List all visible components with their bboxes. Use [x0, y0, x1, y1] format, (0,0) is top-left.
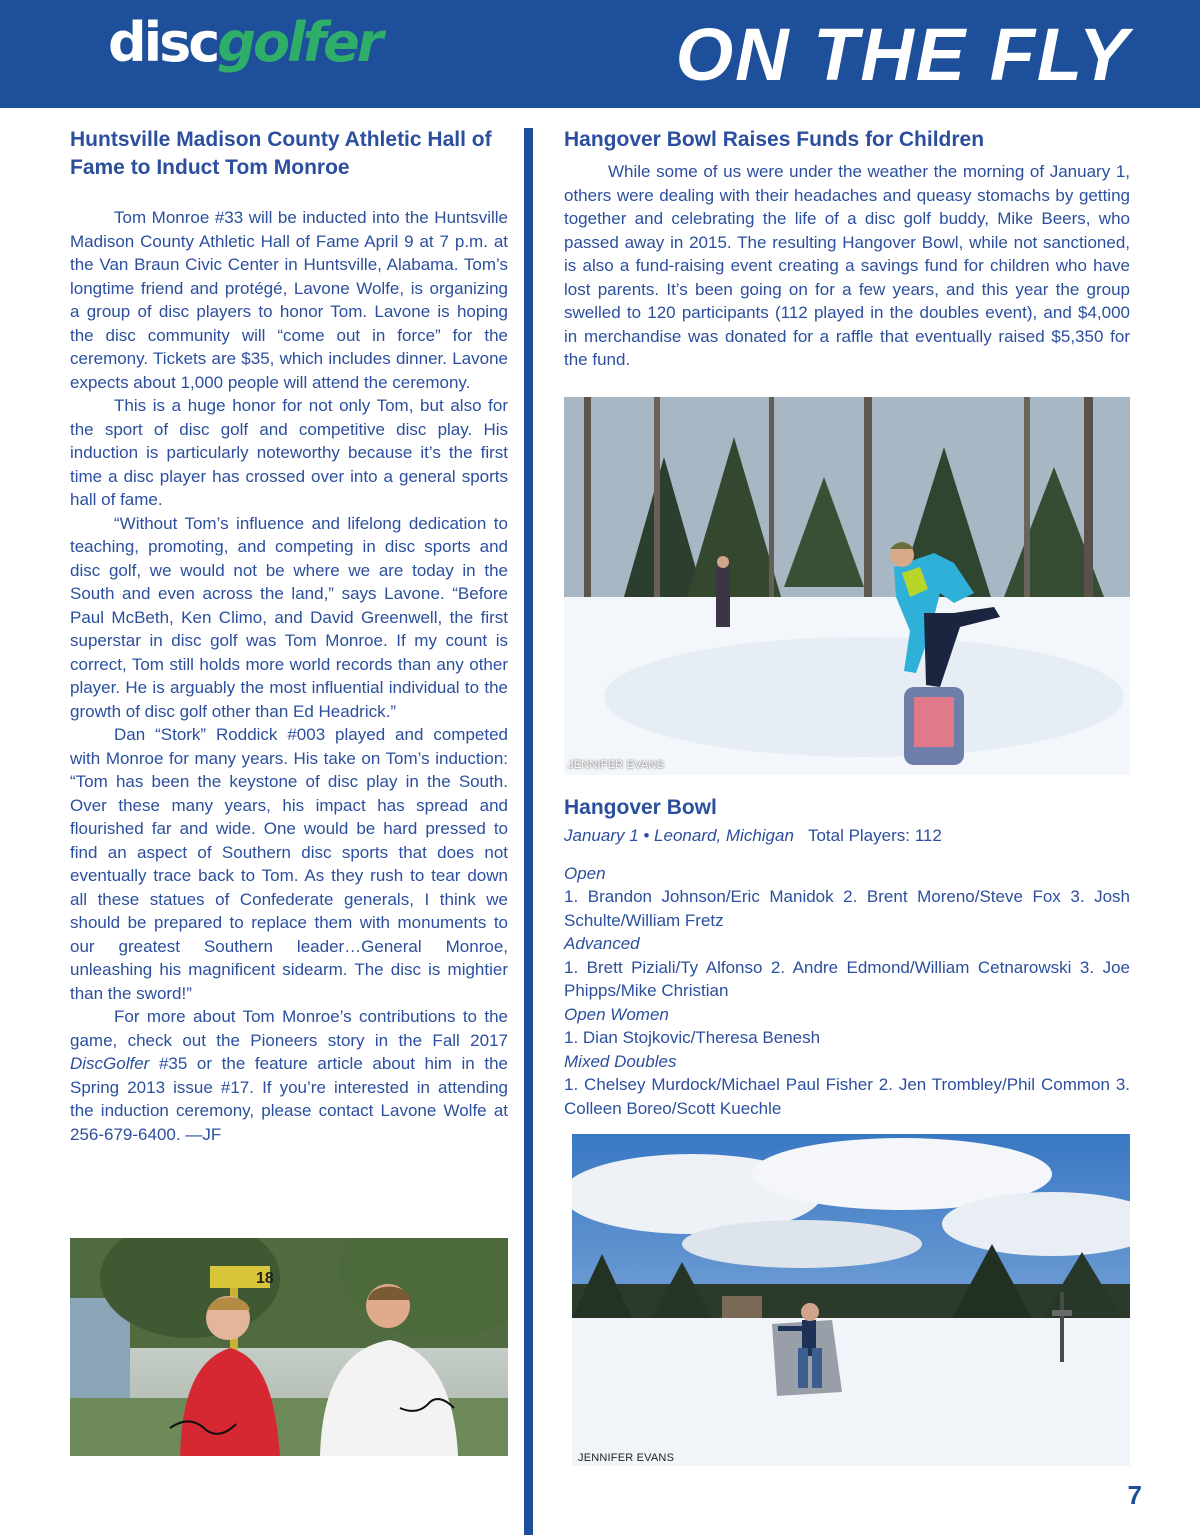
paragraph-text: #35 or the feature article about him in the Spring 2013 issue #17. If you’re interested in attending the induction ceremony, please contact Lavone Wolfe at 256-679-6400. —JF — [70, 1054, 508, 1144]
basket-number: 18 — [256, 1270, 274, 1287]
event-date-location: January 1 • Leonard, Michigan — [564, 826, 794, 845]
results-block — [564, 794, 1130, 1120]
hangover-bowl-field-photo — [572, 1134, 1130, 1466]
page-number: 7 — [1127, 1480, 1142, 1510]
article-paragraph: Tom Monroe #33 will be inducted into the Huntsville Madison County Athletic Hall of Fame April 9 at 7 p.m. at the Van Braun Civic Center in Huntsville, Alabama. Tom’s longtime friend and protégé, Lavone Wolfe, is organizing a group of disc players to honor Tom. Lavone is hoping the disc community will “come out in force” for the ceremony. Tickets are $35, which includes dinner. Lavone expects about 1,000 people will attend the ceremony. — [70, 208, 508, 392]
division-results: 1. Chelsey Murdock/Michael Paul Fisher 2. Jen Trombley/Phil Common 3. Colleen Boreo/Scott Kuechle — [564, 1075, 1130, 1118]
left-article-title: Huntsville Madison County Athletic Hall of Fame to Induct Tom Monroe — [70, 128, 492, 179]
division-name: Open — [564, 863, 606, 883]
discgolfer-logo — [108, 11, 381, 74]
results-title: Hangover Bowl — [564, 796, 717, 819]
division-results: 1. Brett Piziali/Ty Alfonso 2. Andre Edmond/William Cetnarowski 3. Joe Phipps/Mike Christian — [564, 957, 1130, 1000]
article-paragraph: While some of us were under the weather the morning of January 1, others were dealing with their headaches and queasy stomachs by getting together and celebrating the life of a disc golf buddy, Mike Beers, who passed away in 2015. The resulting Hangover Bowl, while not sanctioned, is also a fund-raising event creating a savings fund for children who have lost parents. It’s been going on for a few years, and this year the group swelled to 120 participants (112 played in the doubles event), and $4,000 in merchandise was donated for a raffle that eventually raised $5,350 for the fund. — [564, 162, 1130, 369]
right-article-title: Hangover Bowl Raises Funds for Children — [564, 128, 985, 151]
division-name: Mixed Doubles — [564, 1051, 677, 1071]
article-paragraph-last — [70, 1005, 508, 1146]
photo-credit: JENNIFER EVANS — [578, 1452, 675, 1464]
right-article — [564, 126, 1130, 372]
section-title: ON THE FLY — [675, 13, 1130, 96]
division-results: 1. Dian Stojkovic/Theresa Benesh — [564, 1028, 821, 1047]
photo-credit: JENNIFER EVANS — [568, 759, 665, 771]
magazine-name: DiscGolfer — [70, 1054, 150, 1073]
division-name: Advanced — [564, 934, 640, 953]
article-paragraph: “Without Tom’s influence and lifelong dedication to teaching, promoting, and competing in disc sports and disc golf, we would not be where we are today in the South and even across the land,” says Lavone. “Before Paul McBeth, Ken Climo, and David Greenwell, the first superstar in disc golf was Tom Monroe. If my count is correct, Tom still holds more world records than any other player. He is arguably the most influential individual to the growth of disc golf other than Ed Headrick.” — [70, 513, 508, 721]
division-name: Open Women — [564, 1004, 669, 1024]
article-paragraph: This is a huge honor for not only Tom, but also for the sport of disc golf and competitive disc play. His induction is particularly noteworthy because it’s the first time a disc player has crossed over into a general sports hall of fame. — [70, 396, 508, 509]
logo-golfer-text: golfer — [217, 11, 381, 74]
division-results: 1. Brandon Johnson/Eric Manidok 2. Brent Moreno/Steve Fox 3. Josh Schulte/William Fretz — [564, 887, 1130, 930]
event-meta — [564, 824, 1130, 848]
hangover-bowl-forest-photo — [564, 397, 1130, 775]
logo-disc-text: disc — [108, 11, 218, 74]
header-bar — [0, 0, 1200, 108]
event-total-players: Total Players: 112 — [807, 826, 942, 845]
left-article — [70, 126, 508, 1146]
column-divider — [524, 128, 533, 1535]
article-paragraph: Dan “Stork” Roddick #003 played and competed with Monroe for many years. His take on Tom’s induction: “Tom has been the keystone of disc play in the South. Over these many years, his impact has spread and flourished far and wide. One would be hard pressed to find an aspect of Southern disc sports that does not eventually trace back to Tom. As they rush to tear down all these statues of Confederate generals, I think we should be prepared to replace them with monuments to our greatest Southern leader…General Monroe, unleashing his magnificent sidearm. The disc is mightier than the sword!” — [70, 725, 508, 1003]
paragraph-text: For more about Tom Monroe’s contributions to the game, check out the Pioneers story in the Fall 2017 — [70, 1007, 508, 1050]
monroe-photo — [70, 1238, 508, 1456]
